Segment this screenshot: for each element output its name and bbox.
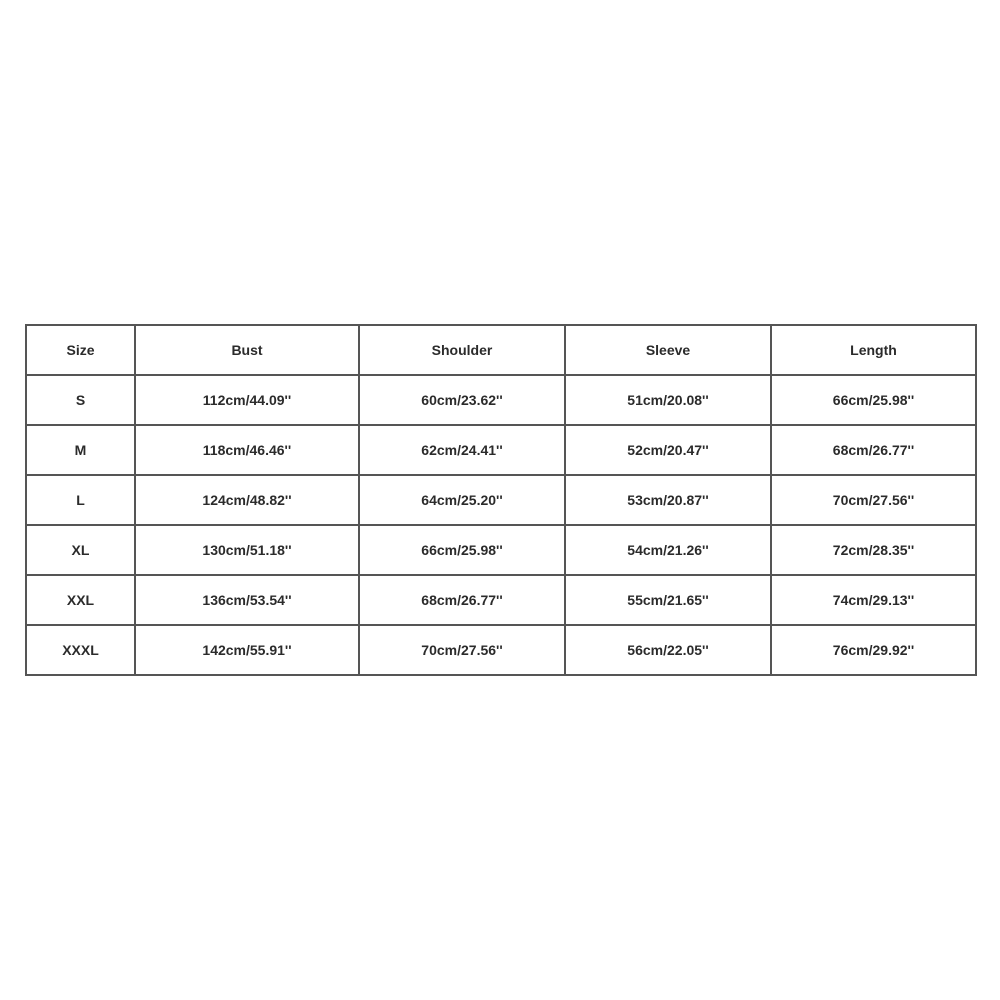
- header-length: Length: [771, 325, 976, 375]
- sleeve-cell: 56cm/22.05'': [565, 625, 771, 675]
- size-cell: L: [26, 475, 135, 525]
- header-sleeve: Sleeve: [565, 325, 771, 375]
- length-cell: 72cm/28.35'': [771, 525, 976, 575]
- bust-cell: 118cm/46.46'': [135, 425, 359, 475]
- shoulder-cell: 60cm/23.62'': [359, 375, 565, 425]
- bust-cell: 124cm/48.82'': [135, 475, 359, 525]
- table-row: [26, 575, 976, 625]
- size-cell: XXXL: [26, 625, 135, 675]
- table-row: [26, 425, 976, 475]
- table-row: [26, 475, 976, 525]
- header-row: [26, 325, 976, 375]
- size-chart-table: [25, 324, 977, 676]
- shoulder-cell: 64cm/25.20'': [359, 475, 565, 525]
- sleeve-cell: 51cm/20.08'': [565, 375, 771, 425]
- sleeve-cell: 53cm/20.87'': [565, 475, 771, 525]
- sleeve-cell: 55cm/21.65'': [565, 575, 771, 625]
- size-cell: XL: [26, 525, 135, 575]
- shoulder-cell: 70cm/27.56'': [359, 625, 565, 675]
- bust-cell: 136cm/53.54'': [135, 575, 359, 625]
- table-row: [26, 525, 976, 575]
- length-cell: 66cm/25.98'': [771, 375, 976, 425]
- header-size: Size: [26, 325, 135, 375]
- sleeve-cell: 52cm/20.47'': [565, 425, 771, 475]
- length-cell: 68cm/26.77'': [771, 425, 976, 475]
- size-cell: S: [26, 375, 135, 425]
- table-row: [26, 625, 976, 675]
- length-cell: 76cm/29.92'': [771, 625, 976, 675]
- table-row: [26, 375, 976, 425]
- bust-cell: 130cm/51.18'': [135, 525, 359, 575]
- length-cell: 74cm/29.13'': [771, 575, 976, 625]
- header-bust: Bust: [135, 325, 359, 375]
- bust-cell: 112cm/44.09'': [135, 375, 359, 425]
- shoulder-cell: 62cm/24.41'': [359, 425, 565, 475]
- sleeve-cell: 54cm/21.26'': [565, 525, 771, 575]
- shoulder-cell: 68cm/26.77'': [359, 575, 565, 625]
- header-shoulder: Shoulder: [359, 325, 565, 375]
- size-cell: XXL: [26, 575, 135, 625]
- size-cell: M: [26, 425, 135, 475]
- bust-cell: 142cm/55.91'': [135, 625, 359, 675]
- shoulder-cell: 66cm/25.98'': [359, 525, 565, 575]
- length-cell: 70cm/27.56'': [771, 475, 976, 525]
